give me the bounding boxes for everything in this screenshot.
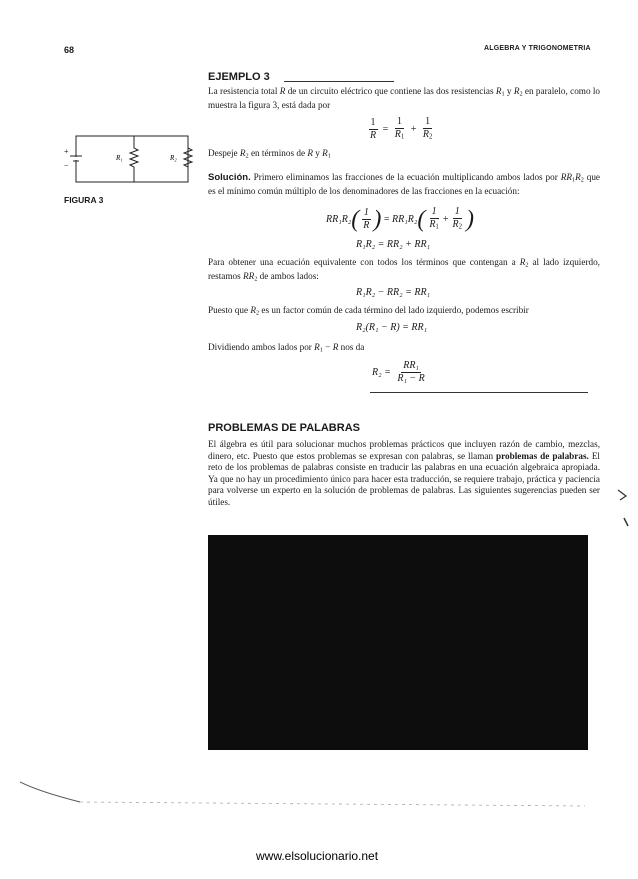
- page-number: 68: [64, 45, 75, 55]
- parallel-resistance-equation: $\frac{1}{R}$ = $\frac{1}{R_1}$ + $\frac{1}{R_2}$: [370, 116, 433, 142]
- solution-text-divide: Dividiendo ambos lados por $R_1 - R$ nos da: [208, 342, 365, 354]
- battery-gap: [72, 157, 80, 160]
- equation-subtracted: R₁R₂ − RR₂ = RR₁: [356, 287, 431, 298]
- running-title: ALGEBRA Y TRIGONOMETRIA: [484, 45, 591, 52]
- battery-plus-label: +: [64, 147, 69, 156]
- end-of-example-rule: [370, 392, 588, 393]
- resistor-r1-label: R₁: [116, 154, 123, 162]
- parallel-circuit-diagram: [56, 132, 196, 190]
- equation-expanded: R₁R₂ = RR₂ + RR₁: [356, 239, 431, 250]
- battery-minus-label: −: [64, 161, 69, 170]
- footer-url[interactable]: www.elsolucionario.net: [256, 849, 379, 863]
- example-statement: La resistencia total R de un circuito eléctrico que contiene las dos resistencias $R_1$ y $R_2$ en paralelo, como lo muestra la figura 3, está dada por: [208, 86, 601, 110]
- equation-multiply-lcd: RR₁R₂( $\frac{1}{R}$ ) = RR₁R₂( $\frac{1}{R_1}$ + $\frac{1}{R_2}$ ): [326, 206, 474, 233]
- resistor-r2-label: R₂: [170, 154, 177, 162]
- section-heading: PROBLEMAS DE PALABRAS: [208, 422, 360, 434]
- dark-image-block: [208, 535, 588, 750]
- example-task: Despeje $R_2$ en términos de R y $R_1$: [208, 148, 331, 160]
- solution-text-move-terms: Para obtener una ecuación equivalente con todos los términos que contengan a $R_2$ al lado izquierdo, restamos $RR_2$ de ambos lados:: [208, 257, 600, 283]
- figure-label: FIGURA 3: [64, 195, 104, 205]
- scan-artifact-lines: [20, 780, 590, 840]
- final-answer-equation: R₂ = $\frac{\text{RR₁}}{\text{R₁ − R}}$: [372, 360, 425, 384]
- solution-text-factor: Puesto que $R_2$ es un factor común de cada término del lado izquierdo, podemos escribir: [208, 305, 529, 317]
- resistor-r1-symbol: [130, 136, 138, 182]
- equation-factored: R₂(R₁ − R) = RR₁: [356, 322, 428, 333]
- margin-mark: [612, 470, 632, 530]
- heading-rule: [284, 81, 394, 82]
- section-paragraph: El álgebra es útil para solucionar muchos problemas prácticos que incluyen razón de cambio, mezclas, dinero, etc. Puesto que estos problemas se expresan con palabras, se llaman problemas de palabras. El reto de los problemas de palabras consiste en traducir las palabras en una ecuación algebraica apropiada. Ya que no hay un procedimiento único para hacer esta traducción, se requiere trabajo, práctica y paciencia para volverse un experto en la solución de problemas de palabras. Las siguientes sugerencias pueden ser útiles.: [208, 439, 600, 507]
- example-heading: EJEMPLO 3: [208, 71, 270, 83]
- solution-intro: Solución. Primero eliminamos las fracciones de la ecuación multiplicando ambos lados por $RR_1R_2$ que es el mínimo común múltiplo de los denominadores de las fracciones en la ecuación:: [208, 172, 601, 196]
